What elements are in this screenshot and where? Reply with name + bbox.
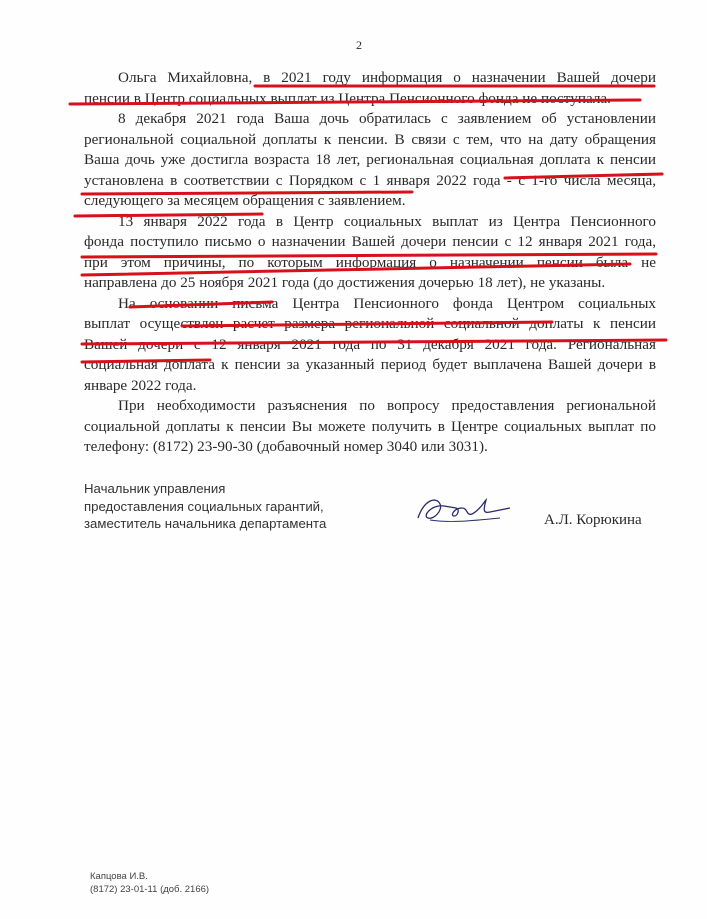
paragraph-line: социальной доплаты к пенсии Вы можете получить в Центре социальных выплат по	[84, 417, 656, 435]
paragraph-line: региональной социальной доплаты к пенсии. В связи с тем, что на дату обращения	[84, 130, 656, 148]
paragraph-line: 8 декабря 2021 года Ваша дочь обратилась с заявлением об установлении	[118, 110, 656, 127]
page-number: 2	[356, 38, 362, 52]
paragraph-line: социальная доплата к пенсии за указанный период будет выплачена Вашей дочери в	[84, 356, 656, 373]
paragraph-line: при этом причины, по которым информация о назначении пенсии была не	[84, 253, 656, 271]
paragraph-line: установлена в соответствии с Порядком с 1 января 2022 года - с 1-го числа месяца,	[84, 171, 656, 189]
signer-title-line: предоставления социальных гарантий,	[84, 498, 324, 514]
signer-title-line: Начальник управления	[84, 481, 226, 496]
paragraph-line: январе 2022 года.	[84, 376, 197, 394]
paragraph-line: 13 января 2022 года в Центр социальных выплат из Центра Пенсионного	[118, 212, 656, 230]
handwritten-signature	[410, 490, 520, 530]
letter-body	[84, 68, 656, 458]
paragraph-line: Ольга Михайловна, в 2021 году информация о назначении Вашей дочери	[118, 69, 656, 86]
paragraph-line: выплат осуществлен расчет размера региональной социальной доплаты к пенсии	[84, 315, 656, 332]
paragraph-line: направлена до 25 ноября 2021 года (до достижения дочерью 18 лет), не указаны.	[84, 274, 606, 291]
paragraph-line: Вашей дочери с 12 января 2021 года по 31 декабря 2021 года. Региональная	[84, 335, 656, 353]
paragraph-line: пенсии в Центр социальных выплат из Центра Пенсионного фонда не поступала.	[84, 89, 611, 107]
paragraph-line: При необходимости разъяснения по вопросу предоставления региональной	[118, 397, 656, 414]
paragraph-line: фонда поступило письмо о назначении Вашей дочери пенсии с 12 января 2021 года,	[84, 233, 656, 250]
paragraph-line: телефону: (8172) 23-90-30 (добавочный номер 3040 или 3031).	[84, 438, 488, 455]
signer-title-line: заместитель начальника департамента	[84, 516, 327, 531]
signer-name: А.Л. Корюкина	[544, 512, 642, 528]
paragraph-line: Ваша дочь уже достигла возраста 18 лет, региональная социальная доплата к пенсии	[84, 151, 656, 168]
executor-phone: (8172) 23-01-11 (доб. 2166)	[90, 884, 210, 895]
executor-name: Капцова И.В.	[90, 871, 148, 882]
paragraph-line: На основании письма Центра Пенсионного фонда Центром социальных	[118, 294, 656, 312]
executor-info	[90, 870, 209, 896]
signer-title	[84, 480, 326, 533]
paragraph-line: следующего за месяцем обращения с заявлением.	[84, 192, 406, 209]
